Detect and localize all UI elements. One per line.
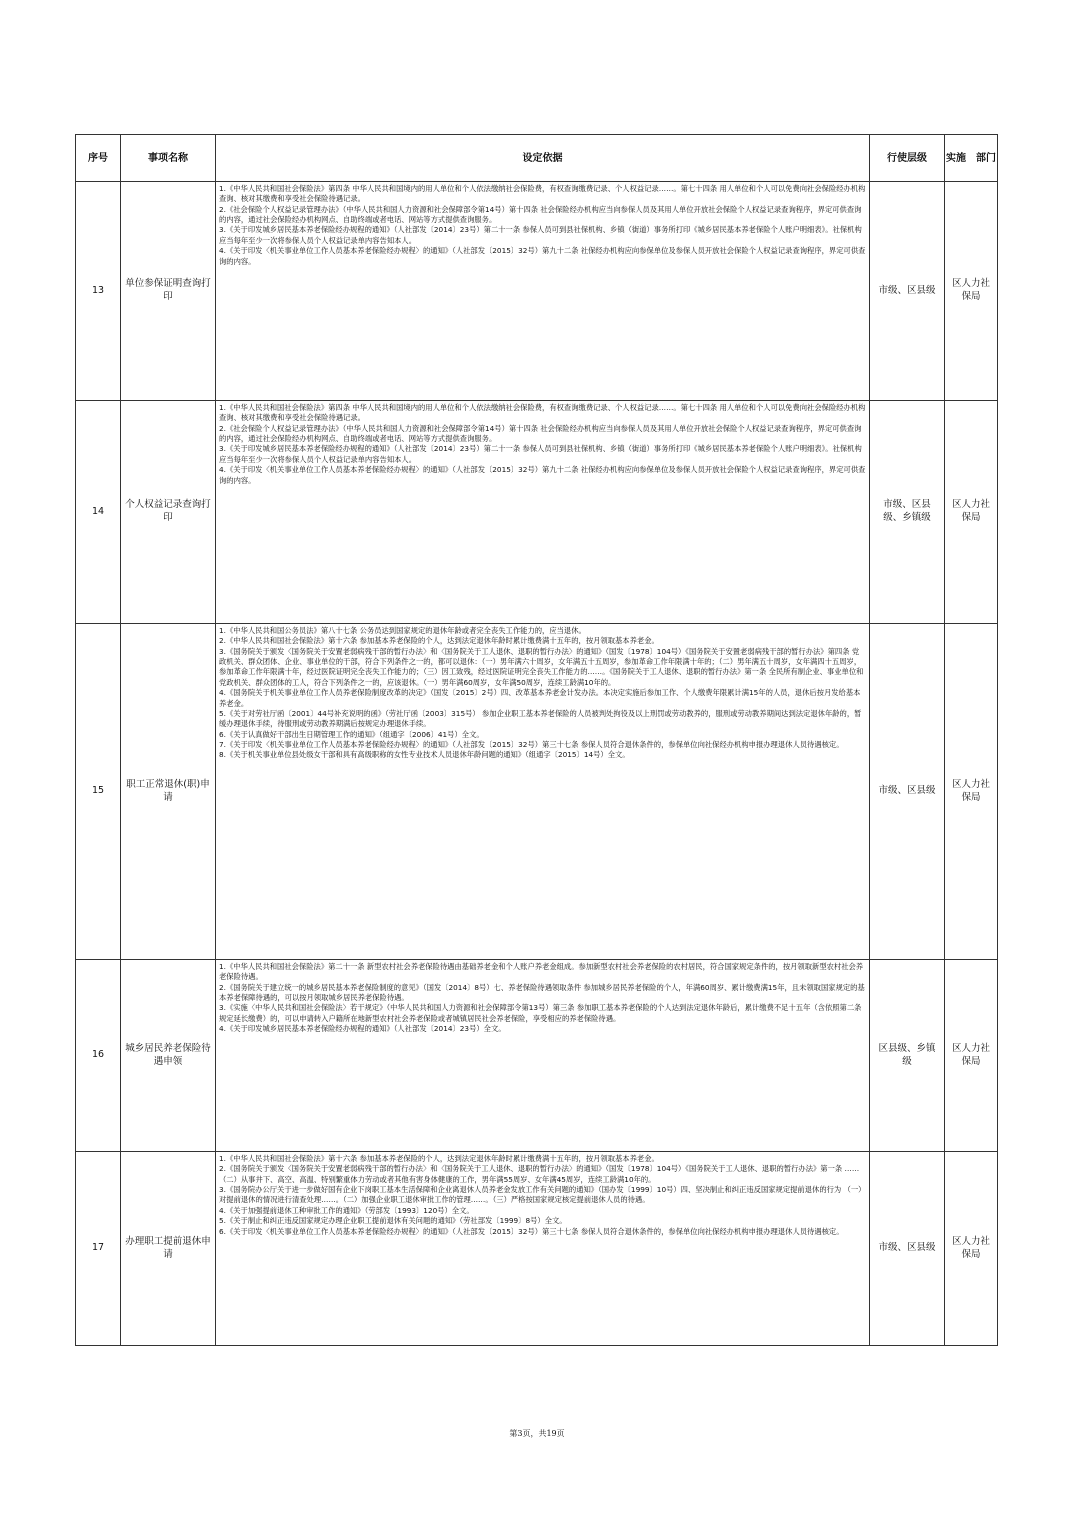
table-row: [76, 182, 998, 401]
row-seq: 13: [76, 182, 121, 401]
basis-clause: 3.《国务院关于颁发〈国务院关于安置老弱病残干部的暂行办法〉和〈国务院关于工人退休、退职的暂行办法〉的通知》（国发〔1978〕104号）《国务院关于安置老弱病残干部的暂行办法》第四条 党政机关、群众团体、企业、事业单位的干部，符合下列条件之一的，都可以退休：（一）男年满六十周岁，女年满五十五周岁，参加革命工作年限满十年的；（二）男年满五十周岁，女年满四十五周岁，参加革命工作年限满十年，经过医院证明完全丧失工作能力的；（三）因工致残，经过医院证明完全丧失工作能力的……。《国务院关于工人退休、退职的暂行办法》第一条 全民所有制企业、事业单位和党政机关、群众团体的工人，符合下列条件之一的，应该退休。（一）男年满60周岁，女年满50周岁，连续工龄满10年的。: [219, 646, 864, 687]
row-basis: [216, 960, 870, 1152]
row-level: 区县级、乡镇级: [870, 960, 945, 1152]
row-item-name: 职工正常退休(职)申请: [121, 624, 216, 960]
basis-clause: 7.《关于印发〈机关事业单位工作人员基本养老保险经办规程〉的通知》（人社部发〔2015〕32号）第三十七条 参保人员符合退休条件的，参保单位向社保经办机构申报办理退休人员待遇核定。: [219, 739, 844, 749]
table-row: [76, 1152, 998, 1346]
row-level: 市级、区县级: [870, 624, 945, 960]
table-row: [76, 401, 998, 624]
row-item-name: 城乡居民养老保险待遇申领: [121, 960, 216, 1152]
items-table: [75, 134, 998, 1346]
row-dept: 区人力社保局: [945, 960, 998, 1152]
header-item-name: 事项名称: [121, 135, 216, 182]
row-seq: 16: [76, 960, 121, 1152]
header-row: [76, 135, 998, 182]
basis-clause: 4.《国务院关于机关事业单位工作人员养老保险制度改革的决定》（国发〔2015〕2号）四、改革基本养老金计发办法。本决定实施后参加工作、个人缴费年限累计满15年的人员，退休后按月发给基本养老金。: [219, 688, 861, 708]
basis-clause: 4.《关于印发城乡居民基本养老保险经办规程的通知》（人社部发〔2014〕23号）全文。: [219, 1024, 506, 1034]
basis-clause: 6.《关于认真做好干部出生日期管理工作的通知》（组通字〔2006〕41号）全文。: [219, 729, 484, 739]
table-header: [76, 135, 998, 182]
basis-clause: 2.《社会保险个人权益记录管理办法》（中华人民共和国人力资源和社会保障部令第14号）第十四条 社会保险经办机构应当向参保人员及其用人单位开放社会保险个人权益记录查询程序，界定可供查询的内容，通过社会保险经办机构网点、自助终端或者电话、网站等方式提供查询服务。: [219, 423, 862, 444]
header-dept: 实施 部门: [945, 135, 998, 182]
row-dept: 区人力社保局: [945, 182, 998, 401]
row-item-name: 办理职工提前退休申请: [121, 1152, 216, 1346]
row-dept: 区人力社保局: [945, 624, 998, 960]
basis-clause: 1.《中华人民共和国社会保险法》第四条 中华人民共和国境内的用人单位和个人依法缴纳社会保险费，有权查询缴费记录、个人权益记录……。第七十四条 用人单位和个人可以免费向社会保险经办机构查询、核对其缴费和享受社会保险待遇记录。: [219, 184, 866, 204]
row-basis: [216, 1152, 870, 1346]
basis-clause: 2.《国务院关于颁发〈国务院关于安置老弱病残干部的暂行办法〉和〈国务院关于工人退休、退职的暂行办法〉的通知》（国发〔1978〕104号）《国务院关于工人退休、退职的暂行办法》第一条 ……（二）从事井下、高空、高温、特别繁重体力劳动或者其他有害身体健康的工作，男年满55周岁、女年满45周岁，连续工龄满10年的。: [219, 1164, 860, 1184]
row-level: 市级、区县级、乡镇级: [870, 401, 945, 624]
basis-clause: 5.《关于制止和纠正违反国家规定办理企业职工提前退休有关问题的通知》（劳社部发〔1999〕8号）全文。: [219, 1216, 567, 1226]
row-seq: 15: [76, 624, 121, 960]
row-item-name: 个人权益记录查询打印: [121, 401, 216, 624]
row-item-name: 单位参保证明查询打印: [121, 182, 216, 401]
table-row: [76, 624, 998, 960]
row-level: 市级、区县级: [870, 1152, 945, 1346]
basis-clause: 6.《关于印发〈机关事业单位工作人员基本养老保险经办规程〉的通知》（人社部发〔2015〕32号）第三十七条 参保人员符合退休条件的，参保单位向社保经办机构申报办理退休人员待遇核定。: [219, 1226, 844, 1236]
basis-clause: 4.《关于印发〈机关事业单位工作人员基本养老保险经办规程〉的通知》（人社部发〔2015〕32号）第九十二条 社保经办机构应向参保单位及参保人员开放社会保险个人权益记录查询程序，界定可供查询的内容。: [219, 465, 866, 485]
basis-clause: 1.《中华人民共和国社会保险法》第十六条 参加基本养老保险的个人，达到法定退休年龄时累计缴费满十五年的，按月领取基本养老金。: [219, 1154, 659, 1163]
row-seq: 17: [76, 1152, 121, 1346]
header-basis: 设定依据: [216, 135, 870, 182]
row-basis: [216, 401, 870, 624]
row-seq: 14: [76, 401, 121, 624]
basis-clause: 1.《中华人民共和国公务员法》第八十七条 公务员达到国家规定的退休年龄或者完全丧失工作能力的，应当退休。: [219, 626, 586, 635]
basis-clause: 3.《关于印发城乡居民基本养老保险经办规程的通知》（人社部发〔2014〕23号）第二十一条 参保人员可到县社保机构、乡镇（街道）事务所打印《城乡居民基本养老保险个人账户明细表》。社保机构应当每年至少一次将参保人员个人权益记录单内容告知本人。: [219, 225, 862, 245]
basis-clause: 4.《关于加强提前退休工种审批工作的通知》（劳部发〔1993〕120号）全文。: [219, 1205, 474, 1215]
basis-clause: 3.《关于印发城乡居民基本养老保险经办规程的通知》（人社部发〔2014〕23号）第二十一条 参保人员可到县社保机构、乡镇（街道）事务所打印《城乡居民基本养老保险个人账户明细表》。社保机构应当每年至少一次将参保人员个人权益记录单内容告知本人。: [219, 444, 862, 464]
basis-clause: 2.《社会保险个人权益记录管理办法》（中华人民共和国人力资源和社会保障部令第14号）第十四条 社会保险经办机构应当向参保人员及其用人单位开放社会保险个人权益记录查询程序，界定可供查询的内容，通过社会保险经办机构网点、自助终端或者电话、网站等方式提供查询服务。: [219, 204, 862, 225]
row-level: 市级、区县级: [870, 182, 945, 401]
row-basis: [216, 624, 870, 960]
row-dept: 区人力社保局: [945, 1152, 998, 1346]
basis-clause: 2.《中华人民共和国社会保险法》第十六条 参加基本养老保险的个人，达到法定退休年龄时累计缴费满十五年的，按月领取基本养老金。: [219, 636, 659, 646]
basis-clause: 2.《国务院关于建立统一的城乡居民基本养老保险制度的意见》（国发〔2014〕8号）七、养老保险待遇领取条件 参加城乡居民养老保险的个人，年满60周岁、累计缴费满15年，且未领取国家规定的基本养老保障待遇的，可以按月领取城乡居民养老保险待遇。: [219, 982, 865, 1003]
basis-clause: 3.《国务院办公厅关于进一步做好国有企业下岗职工基本生活保障和企业离退休人员养老金发放工作有关问题的通知》（国办发〔1999〕10号）四、坚决制止和纠正违反国家规定提前退休的行为 （一）对提前退休的情况进行清查处理……。（二）加强企业职工退休审批工作的管理……。（三）严格按国家规定核定提前退休人员的待遇。: [219, 1185, 866, 1205]
basis-clause: 1.《中华人民共和国社会保险法》第二十一条 新型农村社会养老保险待遇由基础养老金和个人账户养老金组成。参加新型农村社会养老保险的农村居民，符合国家规定条件的，按月领取新型农村社会养老保险待遇。: [219, 962, 864, 982]
basis-clause: 4.《关于印发〈机关事业单位工作人员基本养老保险经办规程〉的通知》（人社部发〔2015〕32号）第九十二条 社保经办机构应向参保单位及参保人员开放社会保险个人权益记录查询程序，界定可供查询的内容。: [219, 246, 866, 266]
table-row: [76, 960, 998, 1152]
row-basis: [216, 182, 870, 401]
header-level: 行使层级: [870, 135, 945, 182]
basis-clause: 8.《关于机关事业单位县处级女干部和具有高级职称的女性专业技术人员退休年龄问题的通知》（组通字〔2015〕14号）全文。: [219, 750, 630, 760]
table-body: [76, 182, 998, 1346]
page-number: 第3页，共19页: [509, 1429, 565, 1438]
header-seq: 序号: [76, 135, 121, 182]
basis-clause: 1.《中华人民共和国社会保险法》第四条 中华人民共和国境内的用人单位和个人依法缴纳社会保险费，有权查询缴费记录、个人权益记录……。第七十四条 用人单位和个人可以免费向社会保险经办机构查询、核对其缴费和享受社会保险待遇记录。: [219, 403, 866, 423]
row-dept: 区人力社保局: [945, 401, 998, 624]
basis-clause: 3.《实施〈中华人民共和国社会保险法〉若干规定》（中华人民共和国人力资源和社会保障部令第13号）第三条 参加职工基本养老保险的个人达到法定退休年龄后，累计缴费不足十五年（含依照第二条规定延长缴费）的，可以申请转入户籍所在地新型农村社会养老保险或者城镇居民社会养老保险，享受相应的养老保险待遇。: [219, 1003, 862, 1023]
basis-clause: 5.《关于对劳社厅函〔2001〕44号补充说明的函》（劳社厅函〔2003〕315号） 参加企业职工基本养老保险的人员被判处拘役及以上刑罚或劳动教养的，服刑或劳动教养期间达到法定退休年龄的，暂缓办理退休手续，待服刑或劳动教养期满后按规定办理退休手续。: [219, 708, 862, 729]
